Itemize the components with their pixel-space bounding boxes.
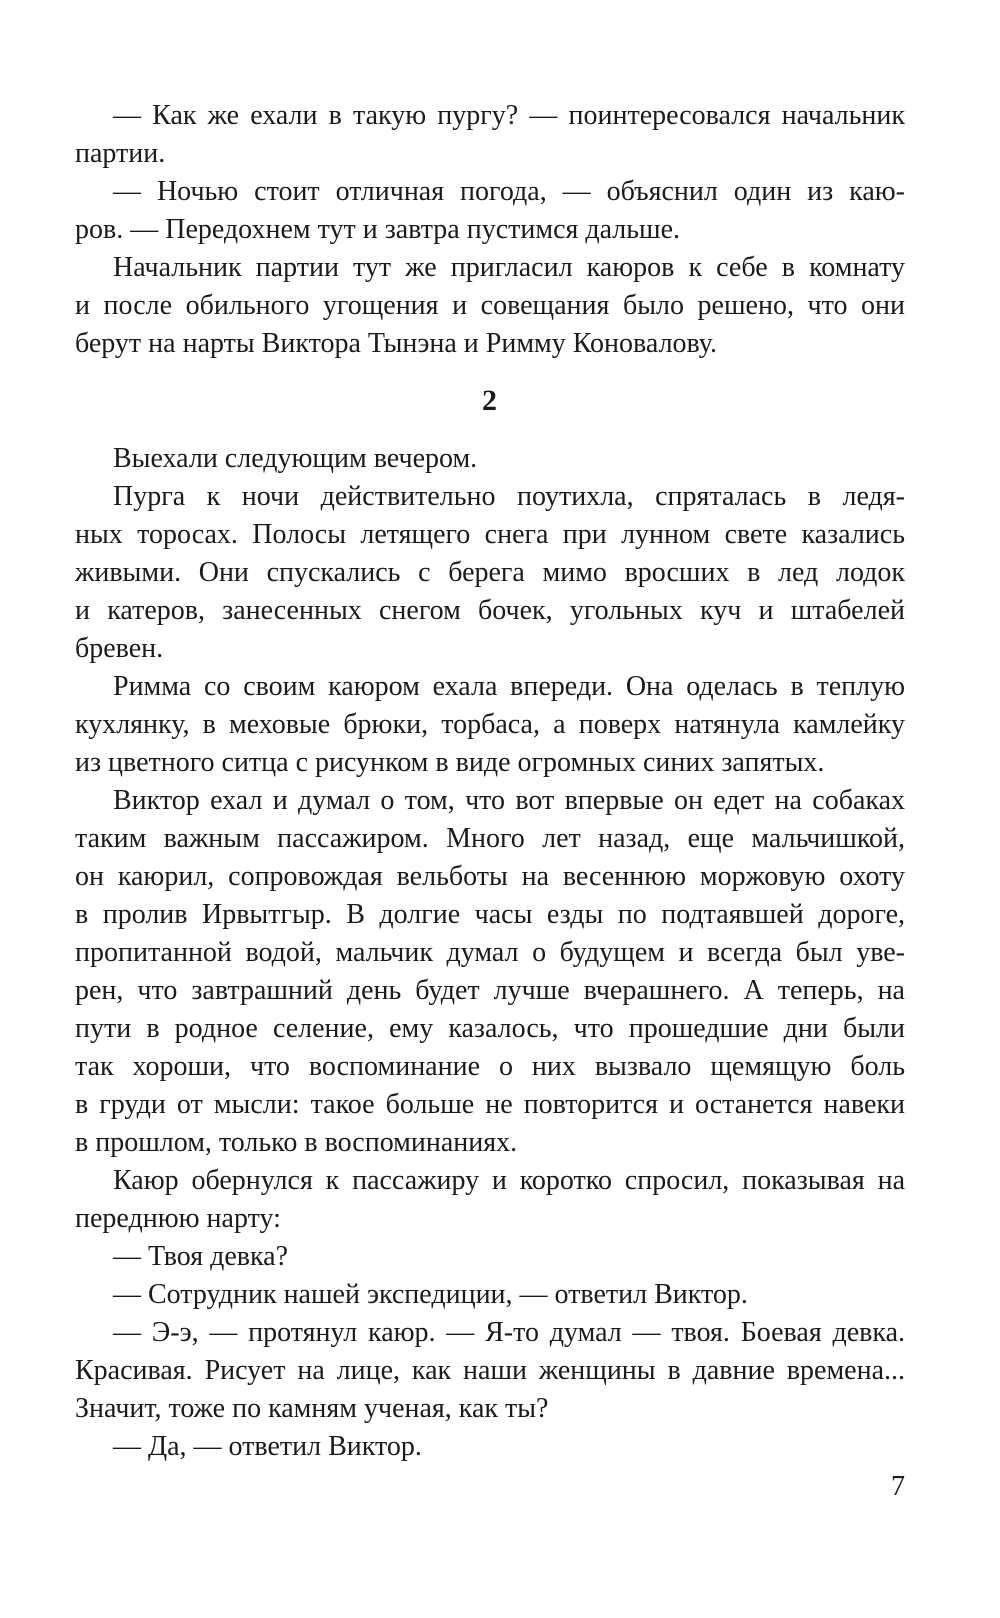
page-number: 7 — [891, 1471, 905, 1502]
text-line: — Сотрудник нашей экспедиции, — ответил Виктор. — [113, 1279, 748, 1310]
text-line: Пурга к ночи действительно поутихла, спряталась в ледя- — [113, 481, 905, 512]
text-line: рен, что завтрашний день будет лучше вчерашнего. А теперь, на — [75, 975, 905, 1006]
text-line: и катеров, занесенных снегом бочек, угольных куч и штабелей — [75, 595, 905, 626]
paragraph — [75, 1238, 905, 1276]
paragraph — [75, 1162, 905, 1238]
text-line: партии. — [75, 138, 166, 169]
text-line: так хороши, что воспоминание о них вызвало щемящую боль — [75, 1051, 905, 1082]
text-line: — Э-э, — протянул каюр. — Я-то думал — твоя. Боевая девка. — [113, 1317, 905, 1348]
text-line: Начальник партии тут же пригласил каюров к себе в комнату — [113, 252, 905, 283]
text-line: он каюрил, сопровождая вельботы на весеннюю моржовую охоту — [75, 861, 905, 892]
text-line: — Как же ехали в такую пургу? — поинтересовался начальник — [113, 100, 905, 131]
text-line: ных торосах. Полосы летящего снега при лунном свете казались — [75, 519, 905, 550]
paragraph — [75, 1276, 905, 1314]
text-line: пути в родное селение, ему казалось, что прошедшие дни были — [75, 1013, 905, 1044]
text-line: бревен. — [75, 633, 164, 664]
text-line: пропитанной водой, мальчик думал о будущем и всегда был уве- — [75, 937, 905, 968]
paragraph — [75, 97, 905, 173]
text-line: — Ночью стоит отличная погода, — объяснил один из каю- — [113, 176, 905, 207]
text-line: — Твоя девка? — [113, 1241, 289, 1272]
paragraph — [75, 668, 905, 782]
paragraph — [75, 440, 905, 478]
text-line: переднюю нарту: — [75, 1203, 281, 1234]
paragraph — [75, 249, 905, 363]
text-line: в груди от мысли: такое больше не повторится и останется навеки — [75, 1089, 905, 1120]
text-line: таким важным пассажиром. Много лет назад, еще мальчишкой, — [75, 823, 905, 854]
paragraph — [75, 173, 905, 249]
text-line: Римма со своим каюром ехала впереди. Она оделась в теплую — [113, 671, 905, 702]
text-line: Виктор ехал и думал о том, что вот впервые он едет на собаках — [113, 785, 905, 816]
chapter-heading: 2 — [482, 384, 498, 417]
text-line: Выехали следующим вечером. — [113, 443, 478, 474]
paragraph — [75, 1314, 905, 1428]
paragraph — [75, 478, 905, 668]
text-line: в прошлом, только в воспоминаниях. — [75, 1127, 518, 1158]
text-line: и после обильного угощения и совещания было решено, что они — [75, 290, 905, 321]
text-line: в пролив Ирвытгыр. В долгие часы езды по подтаявшей дороге, — [75, 899, 905, 930]
text-line: Значит, тоже по камням ученая, как ты? — [75, 1393, 549, 1424]
text-line: живыми. Они спускались с берега мимо вросших в лед лодок — [75, 557, 905, 588]
text-line: — Да, — ответил Виктор. — [113, 1431, 422, 1462]
text-line: берут на нарты Виктора Тынэна и Римму Коновалову. — [75, 328, 718, 359]
text-line: Красивая. Рисует на лице, как наши женщины в давние времена... — [75, 1355, 905, 1386]
text-line: из цветного ситца с рисунком в виде огромных синих запятых. — [75, 747, 825, 778]
text-line: кухлянку, в меховые брюки, торбаса, а поверх натянула камлейку — [75, 709, 905, 740]
paragraph — [75, 782, 905, 1162]
text-column — [75, 97, 905, 1466]
text-line: ров. — Передохнем тут и завтра пустимся дальше. — [75, 214, 681, 245]
text-line: Каюр обернулся к пассажиру и коротко спросил, показывая на — [113, 1165, 905, 1196]
paragraph — [75, 1428, 905, 1466]
